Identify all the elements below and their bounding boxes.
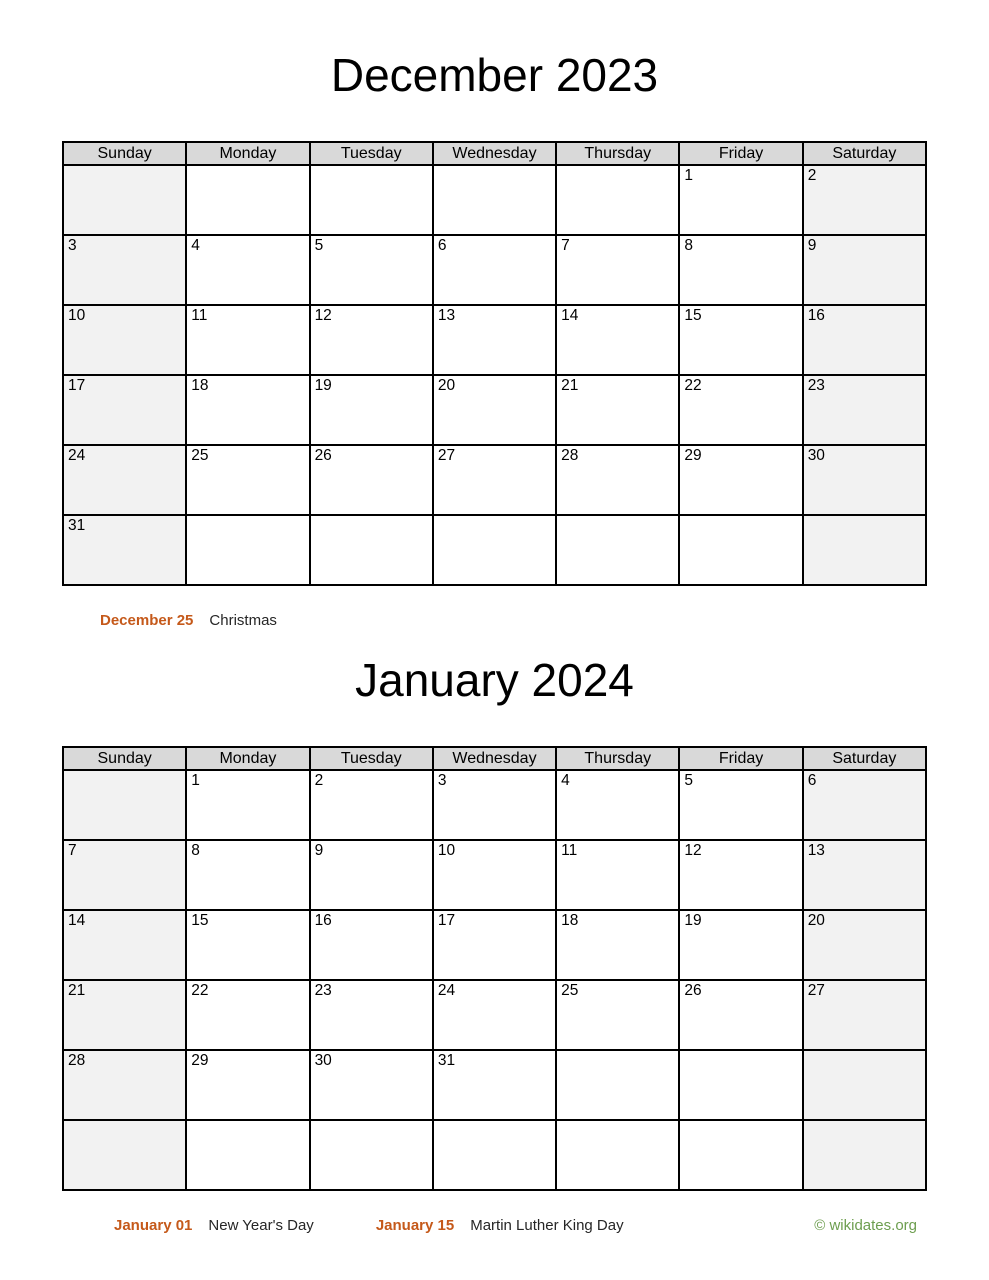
day-cell xyxy=(310,515,433,585)
weekday-header: Friday xyxy=(679,142,802,165)
day-cell: 3 xyxy=(433,770,556,840)
day-cell: 8 xyxy=(186,840,309,910)
day-cell: 9 xyxy=(803,235,926,305)
day-cell: 20 xyxy=(803,910,926,980)
day-cell: 5 xyxy=(679,770,802,840)
day-cell: 5 xyxy=(310,235,433,305)
weekday-header: Tuesday xyxy=(310,142,433,165)
week-row xyxy=(63,235,926,305)
weekday-header: Friday xyxy=(679,747,802,770)
weekday-header-row xyxy=(63,747,926,770)
day-cell: 23 xyxy=(803,375,926,445)
day-cell: 13 xyxy=(433,305,556,375)
day-cell: 10 xyxy=(433,840,556,910)
day-cell: 10 xyxy=(63,305,186,375)
holiday-note xyxy=(376,1217,624,1234)
day-cell: 8 xyxy=(679,235,802,305)
day-cell: 28 xyxy=(63,1050,186,1120)
day-cell xyxy=(679,1120,802,1190)
holiday-note xyxy=(114,1217,314,1234)
month-december-2023 xyxy=(62,0,927,629)
day-cell: 4 xyxy=(186,235,309,305)
footer-holiday-notes xyxy=(114,1217,624,1234)
day-cell: 12 xyxy=(310,305,433,375)
day-cell: 13 xyxy=(803,840,926,910)
day-cell: 6 xyxy=(433,235,556,305)
day-cell: 6 xyxy=(803,770,926,840)
week-row xyxy=(63,1120,926,1190)
weekday-header: Sunday xyxy=(63,142,186,165)
week-row xyxy=(63,1050,926,1120)
holiday-label: Martin Luther King Day xyxy=(470,1217,624,1235)
footer xyxy=(62,1217,927,1234)
day-cell: 1 xyxy=(186,770,309,840)
week-row xyxy=(63,910,926,980)
day-cell: 18 xyxy=(186,375,309,445)
day-cell: 30 xyxy=(310,1050,433,1120)
day-cell: 4 xyxy=(556,770,679,840)
day-cell: 16 xyxy=(310,910,433,980)
week-row xyxy=(63,165,926,235)
day-cell xyxy=(63,165,186,235)
day-cell: 15 xyxy=(679,305,802,375)
day-cell: 26 xyxy=(310,445,433,515)
day-cell: 21 xyxy=(63,980,186,1050)
weekday-header: Wednesday xyxy=(433,747,556,770)
day-cell: 14 xyxy=(556,305,679,375)
day-cell: 19 xyxy=(310,375,433,445)
day-cell xyxy=(803,515,926,585)
day-cell: 22 xyxy=(679,375,802,445)
day-cell: 7 xyxy=(63,840,186,910)
holiday-note xyxy=(100,612,277,629)
day-cell: 11 xyxy=(186,305,309,375)
day-cell: 27 xyxy=(803,980,926,1050)
day-cell xyxy=(556,1050,679,1120)
day-cell: 17 xyxy=(433,910,556,980)
week-row xyxy=(63,305,926,375)
day-cell: 20 xyxy=(433,375,556,445)
weekday-header: Thursday xyxy=(556,142,679,165)
holiday-label: Christmas xyxy=(209,612,277,630)
weekday-header: Wednesday xyxy=(433,142,556,165)
day-cell: 22 xyxy=(186,980,309,1050)
day-cell xyxy=(186,515,309,585)
day-cell: 25 xyxy=(556,980,679,1050)
weekday-header: Thursday xyxy=(556,747,679,770)
day-cell xyxy=(186,1120,309,1190)
weekday-header: Saturday xyxy=(803,142,926,165)
day-cell: 26 xyxy=(679,980,802,1050)
day-cell xyxy=(433,1120,556,1190)
day-cell: 28 xyxy=(556,445,679,515)
day-cell: 21 xyxy=(556,375,679,445)
day-cell xyxy=(803,1050,926,1120)
day-cell xyxy=(310,1120,433,1190)
day-cell xyxy=(186,165,309,235)
weekday-header: Tuesday xyxy=(310,747,433,770)
day-cell: 12 xyxy=(679,840,802,910)
day-cell: 30 xyxy=(803,445,926,515)
day-cell xyxy=(433,515,556,585)
day-cell xyxy=(556,165,679,235)
weekday-header: Sunday xyxy=(63,747,186,770)
day-cell: 11 xyxy=(556,840,679,910)
week-row xyxy=(63,445,926,515)
day-cell xyxy=(433,165,556,235)
day-cell: 2 xyxy=(803,165,926,235)
day-cell: 23 xyxy=(310,980,433,1050)
day-cell: 19 xyxy=(679,910,802,980)
day-cell xyxy=(556,1120,679,1190)
day-cell xyxy=(679,1050,802,1120)
copyright-link[interactable]: © wikidates.org xyxy=(814,1217,917,1235)
week-row xyxy=(63,980,926,1050)
day-cell xyxy=(63,1120,186,1190)
holiday-date: December 25 xyxy=(100,612,194,630)
weekday-header: Monday xyxy=(186,142,309,165)
day-cell xyxy=(803,1120,926,1190)
day-cell: 18 xyxy=(556,910,679,980)
day-cell: 2 xyxy=(310,770,433,840)
holiday-date: January 01 xyxy=(114,1217,193,1235)
day-cell: 29 xyxy=(679,445,802,515)
day-cell xyxy=(679,515,802,585)
day-cell: 9 xyxy=(310,840,433,910)
day-cell: 3 xyxy=(63,235,186,305)
week-row xyxy=(63,515,926,585)
day-cell: 24 xyxy=(63,445,186,515)
months-container xyxy=(62,0,927,1191)
day-cell: 15 xyxy=(186,910,309,980)
calendar-december-2023 xyxy=(62,141,927,586)
day-cell xyxy=(310,165,433,235)
month-title: January 2024 xyxy=(355,654,634,707)
day-cell: 27 xyxy=(433,445,556,515)
week-row xyxy=(63,840,926,910)
day-cell: 24 xyxy=(433,980,556,1050)
day-cell: 17 xyxy=(63,375,186,445)
month-title: December 2023 xyxy=(330,49,659,101)
holiday-notes-line xyxy=(62,612,927,629)
weekday-header-row xyxy=(63,142,926,165)
day-cell: 31 xyxy=(63,515,186,585)
day-cell: 31 xyxy=(433,1050,556,1120)
day-cell xyxy=(63,770,186,840)
week-row xyxy=(63,770,926,840)
holiday-date: January 15 xyxy=(375,1217,455,1235)
day-cell xyxy=(556,515,679,585)
month-january-2024 xyxy=(62,629,927,1191)
holiday-label: New Year's Day xyxy=(208,1217,314,1235)
weekday-header: Saturday xyxy=(803,747,926,770)
day-cell: 1 xyxy=(679,165,802,235)
day-cell: 14 xyxy=(63,910,186,980)
calendar-january-2024 xyxy=(62,746,927,1191)
day-cell: 25 xyxy=(186,445,309,515)
day-cell: 16 xyxy=(803,305,926,375)
weekday-header: Monday xyxy=(186,747,309,770)
week-row xyxy=(63,375,926,445)
day-cell: 29 xyxy=(186,1050,309,1120)
day-cell: 7 xyxy=(556,235,679,305)
